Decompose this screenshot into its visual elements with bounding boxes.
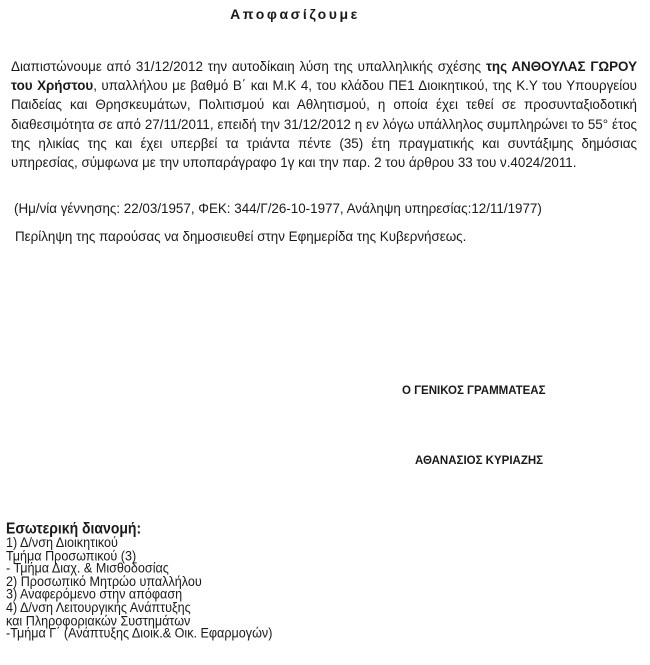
distribution-line: Τμήμα Προσωπικού (3) xyxy=(6,547,137,564)
publish-note: Περίληψη της παρούσας να δημοσιευθεί στην Εφημερίδα της Κυβερνήσεως. xyxy=(15,229,467,244)
decision-paragraph xyxy=(11,57,637,172)
distribution-line: 1) Δ/νση Διοικητικού xyxy=(6,534,118,551)
signature-title: Ο ΓΕΝΙΚΟΣ ΓΡΑΜΜΑΤΕΑΣ xyxy=(402,385,546,397)
distribution-line: -Τμήμα Γ΄ (Ανάπτυξης Διοικ.& Οικ. Εφαρμογών) xyxy=(6,625,273,642)
paragraph-text-part1: Διαπιστώνουμε από 31/12/2012 την αυτοδίκαιη λύση της υπαλληλικής σχέσης xyxy=(11,59,486,74)
distribution-line: 3) Αναφερόμενο στην απόφαση xyxy=(6,586,183,603)
internal-distribution xyxy=(6,520,272,641)
birth-info: (Ημ/νία γέννησης: 22/03/1957, ΦΕΚ: 344/Γ/26-10-1977, Ανάληψη υπηρεσίας:12/11/1977) xyxy=(14,201,542,216)
distribution-line: 2) Προσωπικό Μητρώο υπαλλήλου xyxy=(6,573,202,590)
document-heading: Αποφασίζουμε xyxy=(230,6,360,22)
signature-name: ΑΘΑΝΑΣΙΟΣ ΚΥΡΙΑΖΗΣ xyxy=(415,455,544,467)
distribution-line: 4) Δ/νση Λειτουργικής Ανάπτυξης xyxy=(6,599,191,616)
distribution-line: και Πληροφοριακών Συστημάτων xyxy=(6,612,191,629)
distribution-title: Εσωτερική διανομή: xyxy=(6,518,142,537)
employee-name: της ΑΝΘΟΥΛΑΣ ΓΩΡΟΥ του Χρήστου xyxy=(11,59,638,94)
paragraph-text-part2: , υπαλλήλου με βαθμό Β΄ και Μ.Κ 4, του κλάδου ΠΕ1 Διοικητικού, της Κ.Υ του Υπουργείου Παιδείας και Θρησκευμάτων, Πολιτισμού και Αθλητισμού, η οποία έχει τεθεί σε προσυνταξιοδοτική διαθεσιμότητα σε από 27/11/2011, επειδή την 31/12/2012 η εν λόγω υπάλληλος συμπληρώνει το 55° έτος της ηλικίας της και έχει υπερβεί τα τριάντα πέντε (35) έτη πραγματικής και συντάξιμης δημόσιας υπηρεσίας, σύμφωνα με την υποπαράγραφο 1γ και την παρ. 2 του άρθρου 33 του ν.4024/2011. xyxy=(11,78,637,171)
distribution-line: - Τμήμα Διαχ. & Μισθοδοσίας xyxy=(6,560,169,577)
